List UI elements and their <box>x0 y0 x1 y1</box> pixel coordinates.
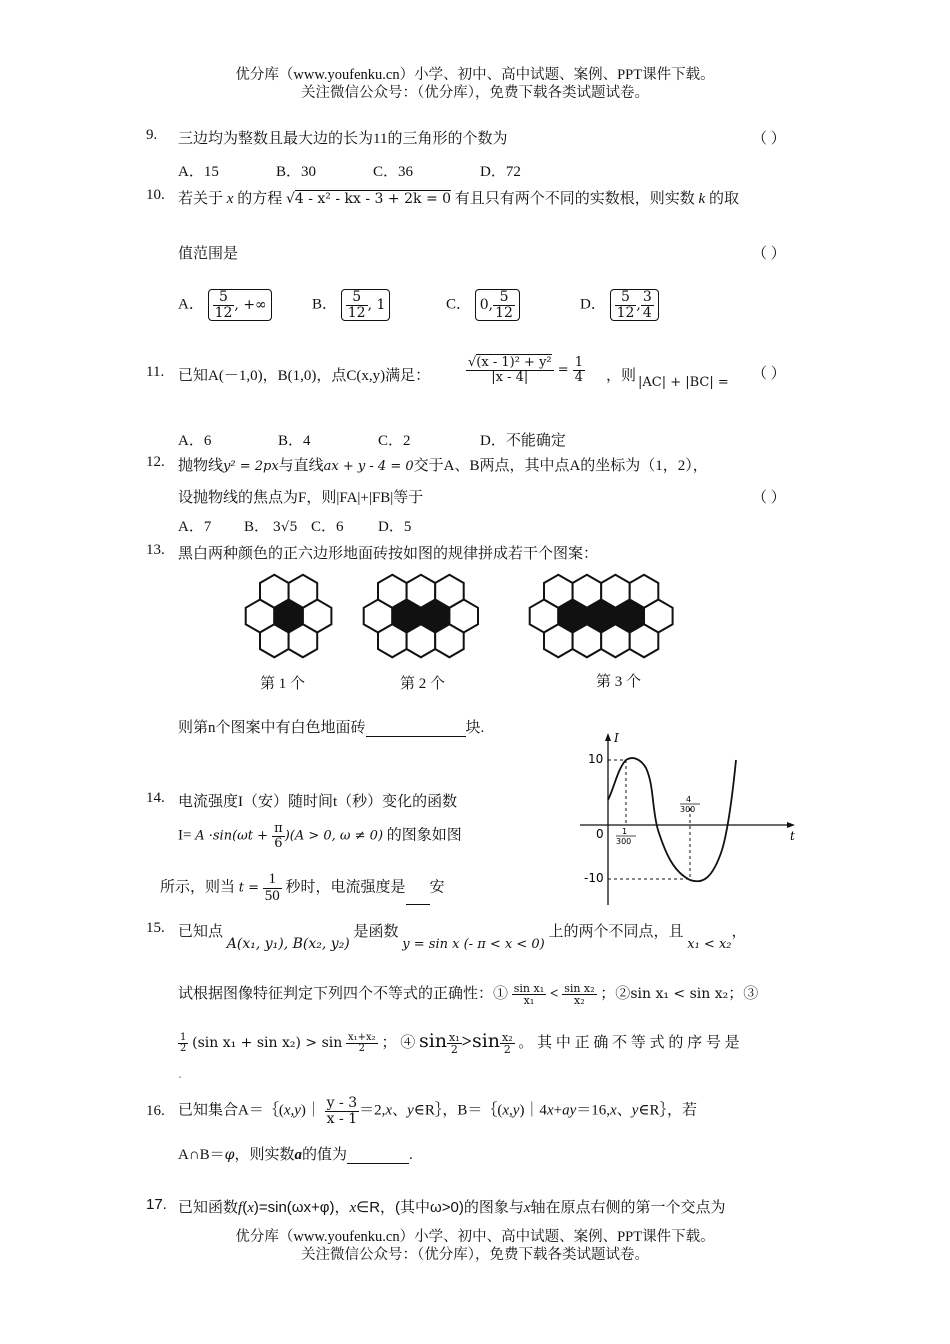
frac-numerator: 5 <box>615 290 637 306</box>
q10-text-1: 若关于 <box>178 191 224 207</box>
q16-text-9: ∈R｝，若 <box>638 1102 697 1119</box>
white-hex-tile <box>573 624 602 657</box>
white-hex-tile <box>289 575 318 608</box>
q11-ratio <box>573 356 585 384</box>
q15-text-4: ， <box>731 924 747 940</box>
q15-points: A(x₁, y₁), B(x₂, y₂) <box>226 936 350 952</box>
q16-var-y-b: y <box>631 1102 639 1119</box>
q16-text-5: ∈R｝，B＝｛( <box>413 1102 503 1119</box>
q10-option-d <box>580 289 659 321</box>
q15-text-3: 上的两个不同点，且 <box>548 924 684 940</box>
q10-var-k: k <box>698 191 706 207</box>
q10-option-c-fraction <box>493 290 515 320</box>
q9-number: 9. <box>146 127 158 143</box>
white-hex-tile <box>260 575 289 608</box>
q16-var-a: a <box>294 1147 302 1163</box>
q15-inequality-2: sin x₁ < sin x₂ <box>630 986 729 1002</box>
q10-option-b-tail: , 1 <box>367 297 386 314</box>
q16-ay: ay <box>562 1102 577 1119</box>
q15-line-2 <box>178 982 758 1007</box>
q10-option-d-interval: $\frac{5}{12}$ , $\frac{3}{4}$ <box>610 289 659 321</box>
q12-text-1: 抛物线 <box>178 458 224 474</box>
q15-inequality-3: (sin x₁ + sin x₂) > sin <box>192 1035 343 1051</box>
q17-text-3: )=sin(ωx+φ)， <box>253 1199 350 1216</box>
q15-sin-a: sin <box>418 1030 448 1052</box>
q10-option-a-interval <box>208 289 272 321</box>
q13-caption-2: 第 2 个 <box>400 676 446 692</box>
q12-line-1 <box>178 454 708 475</box>
white-hex-tile <box>378 575 407 608</box>
q15-half-x2 <box>500 1032 515 1056</box>
q16-sep-a: 、 <box>392 1102 408 1119</box>
q14-line-3-text: 所示，则当 <box>160 879 236 896</box>
frac-denominator: 2 <box>503 1043 511 1057</box>
q15-mid-fraction <box>346 1033 378 1055</box>
frac-denominator: 12 <box>347 304 366 321</box>
q16-number: 16. <box>146 1103 165 1119</box>
q16-var-x-a: x <box>385 1102 393 1119</box>
t1-numerator: 1 <box>622 827 628 836</box>
q14-t-equals: t = <box>238 880 260 896</box>
q15-line-2-text: 试根据图像特征判定下列四个不等式的正确性：① <box>178 986 509 1002</box>
frac-denominator: 2 <box>180 1043 187 1055</box>
q11-fraction-numerator: √(x - 1)² + y² <box>468 355 552 370</box>
q16-line-2-mid: ，则实数 <box>234 1147 295 1163</box>
q15-greater-than: > <box>461 1031 472 1051</box>
y-min-label: -10 <box>584 871 604 885</box>
q11-answer-paren: （ ） <box>752 366 786 382</box>
q15-question-tail: 。 其 中 正 确 不 等 式 的 序 号 是 <box>518 1035 740 1051</box>
q10-text-4: 的取 <box>708 191 739 207</box>
hexagon-tile-figures <box>236 566 726 666</box>
sine-curve <box>608 758 736 881</box>
q14-number: 14. <box>146 790 165 806</box>
t2-numerator: 4 <box>686 795 692 804</box>
white-hex-tile <box>544 624 573 657</box>
q11-then: ，则 <box>606 368 637 384</box>
q9-text: 三边均为整数且最大边的长为11的三角形的个数为 <box>178 131 508 147</box>
frac-denominator: 6 <box>274 835 283 851</box>
q9-answer-paren: （ ） <box>752 131 786 147</box>
q15-trailing-dot: . <box>178 1066 182 1082</box>
frac-numerator: x₁ <box>449 1030 460 1044</box>
q10-option-b <box>312 289 390 321</box>
frac-numerator: 1 <box>263 872 282 889</box>
q13-text: 黑白两种颜色的正六边形地面砖按如图的规律拼成若干个图案： <box>178 546 599 562</box>
white-hex-tile <box>435 575 464 608</box>
q14-line-1: 电流强度I（安）随时间t（秒）变化的函数 <box>178 794 458 810</box>
frac-denominator: x₂ <box>574 994 585 1008</box>
t1-denominator: 300 <box>616 837 632 846</box>
q14-i-equals: I= <box>178 827 192 844</box>
q13-question-tail: 块. <box>465 720 485 736</box>
q14-func-tail: )(A > 0, ω ≠ 0) <box>284 828 384 844</box>
q17-number: 17. <box>146 1196 167 1213</box>
q9-option-b: B．30 <box>276 164 317 180</box>
q15-line-1 <box>178 920 747 952</box>
frac-denominator: 2 <box>450 1043 458 1057</box>
footer-line-2: 关注微信公众号：（优分库），免费下载各类试题试卷。 <box>301 1247 649 1263</box>
q16-fraction <box>325 1096 359 1126</box>
q10-option-d-fraction-1 <box>615 290 637 320</box>
q11-option-a: A．6 <box>178 433 212 449</box>
q11-formula: $\frac{\text{√(x - 1)² + y²}}{|x - 4|}$ = $\frac{1}{4}$ <box>468 355 584 385</box>
q16-var-x-c: x <box>610 1102 617 1119</box>
frac-numerator: 3 <box>642 289 652 305</box>
q10-option-c-label: C． <box>446 296 472 313</box>
white-hex-tile <box>601 575 630 608</box>
q10-answer-paren: （ ） <box>752 246 786 262</box>
q17-text-4: ∈R，(其中ω>0)的图象与 <box>356 1199 524 1216</box>
q15-text-1: 已知点 <box>178 924 224 940</box>
q12-parabola-eq: y² = 2px <box>223 459 279 474</box>
q9-option-a: A．15 <box>178 164 219 180</box>
q17-line-1 <box>178 1196 726 1217</box>
q15-text-2: 是函数 <box>353 924 399 940</box>
frac-numerator: 5 <box>493 290 515 306</box>
frac-denominator: 4 <box>574 369 584 385</box>
q16-line-2-ask: 的值为 <box>302 1147 348 1163</box>
q16-xy-a: x,y <box>283 1102 301 1119</box>
q15-sep-4: ； ④ <box>381 1035 416 1051</box>
q14-answer-blank <box>406 904 430 905</box>
q10-text-2: 的方程 <box>237 191 283 207</box>
q10-equation: √4 - x² - kx - 3 + 2k = 0 <box>285 191 452 207</box>
q10-equation-body: 4 - x² - kx - 3 + 2k = 0 <box>294 191 452 207</box>
q13-caption-3: 第 3 个 <box>596 674 642 690</box>
q12-text-2: 与直线 <box>278 458 324 474</box>
q15-function: y = sin x (- π < x < 0) <box>402 937 545 952</box>
q13-answer-blank <box>366 736 466 737</box>
q11-radicand: (x - 1)² + y² <box>476 355 552 370</box>
q10-text-3: 有且只有两个不同的实数根，则实数 <box>454 191 695 207</box>
footer-line-1: 优分库（www.youfenku.cn）小学、初中、高中试题、案例、PPT课件下载。 <box>235 1229 715 1245</box>
frac-numerator: 1 <box>180 1031 187 1043</box>
white-hex-tile <box>630 624 659 657</box>
frac-numerator: x₂ <box>502 1030 513 1044</box>
q15-number: 15. <box>146 920 165 936</box>
q12-answer-paren: （ ） <box>752 490 786 506</box>
q14-line-3 <box>160 872 445 905</box>
q17-var-x-b: x <box>349 1200 357 1216</box>
white-hex-tile <box>630 575 659 608</box>
q17-text-1: 已知函数 <box>178 1199 239 1216</box>
white-hex-tile <box>601 624 630 657</box>
q11-fraction-denominator: |x - 4| <box>491 369 529 385</box>
q15-less-than: < <box>549 986 559 1002</box>
q16-text-6: )｜4 <box>519 1102 547 1119</box>
q15-condition: x₁ < x₂ <box>687 937 732 952</box>
frac-numerator: x₁+x₂ <box>348 1031 376 1043</box>
q13-question-text: 则第n个图案中有白色地面砖 <box>178 720 366 736</box>
frac-numerator: y - 3 <box>326 1095 358 1111</box>
q15-ratio-1 <box>512 983 546 1007</box>
q16-text-2: )｜ <box>300 1102 321 1119</box>
q10-var-x: x <box>226 191 234 207</box>
q9-option-c: C．36 <box>373 164 414 180</box>
frac-denominator: 4 <box>642 304 652 321</box>
frac-denominator: x - 1 <box>326 1110 358 1127</box>
frac-denominator: 2 <box>358 1043 366 1055</box>
q16-line-2-tail: . <box>409 1147 413 1163</box>
q10-option-c <box>446 289 520 321</box>
q10-option-b-fraction <box>346 290 368 320</box>
q15-half-x1 <box>447 1032 462 1056</box>
q16-line-1 <box>178 1096 697 1126</box>
q14-phase-fraction <box>272 822 285 850</box>
white-hex-tile <box>544 575 573 608</box>
q14-unit: 安 <box>429 879 445 896</box>
q10-option-b-interval <box>341 289 391 321</box>
header-line-2: 关注微信公众号：（优分库），免费下载各类试题试卷。 <box>301 85 649 101</box>
frac-denominator: 12 <box>214 304 233 321</box>
y-max-label: 10 <box>588 752 604 766</box>
y-axis-arrow <box>605 733 611 741</box>
frac-numerator: sin x₁ <box>513 981 545 995</box>
q16-line-2-text: A∩B＝ <box>178 1147 225 1163</box>
white-hex-tile <box>407 575 436 608</box>
q14-func-head: A ·sin(ωt + <box>195 828 273 844</box>
q10-number: 10. <box>146 187 165 203</box>
q16-text-3: ＝2, <box>359 1102 386 1119</box>
q9-option-d: D．72 <box>480 164 521 180</box>
x-axis-arrow <box>787 822 795 828</box>
q12-option-b-label: B． <box>244 519 270 535</box>
q16-text-1: 已知集合A＝｛( <box>178 1102 284 1119</box>
q14-line-2-tail: 的图象如图 <box>386 827 462 844</box>
q16-plus: + <box>553 1102 563 1119</box>
q14-t-fraction <box>263 872 282 905</box>
q11-option-d: D．不能确定 <box>480 433 566 449</box>
q11-text: 已知A(－1,0)，B(1,0)，点C(x,y)满足： <box>178 368 431 384</box>
x-axis-label: t <box>790 829 795 843</box>
q17-var-f: f <box>238 1200 243 1216</box>
white-hex-tile <box>407 624 436 657</box>
q12-number: 12. <box>146 454 165 470</box>
frac-denominator: 50 <box>264 887 280 904</box>
q16-sep-b: 、 <box>616 1102 632 1119</box>
q10-option-c-interval <box>475 289 520 321</box>
q10-option-c-head: 0, <box>479 297 494 314</box>
q17-text-5: 轴在原点右侧的第一个交点为 <box>530 1199 726 1216</box>
q16-var-y-a: y <box>407 1102 414 1119</box>
white-hex-tile <box>435 624 464 657</box>
q16-line-2 <box>178 1143 413 1164</box>
q13-caption-1: 第 1 个 <box>260 676 306 692</box>
q16-xy-b: x,y <box>502 1102 520 1119</box>
q15-half <box>178 1033 188 1055</box>
frac-denominator: 12 <box>616 304 635 321</box>
q10-option-a-fraction <box>213 290 235 320</box>
current-graph <box>570 730 810 910</box>
q11-fraction <box>466 356 554 384</box>
q12-option-a: A．7 <box>178 519 212 535</box>
q10-option-a <box>178 289 272 321</box>
q16-var-x-b: x <box>546 1102 554 1119</box>
q13-question <box>178 716 484 737</box>
q17-var-x-c: x <box>523 1200 531 1216</box>
frac-numerator: sin x₂ <box>564 981 595 995</box>
frac-numerator: 5 <box>213 290 235 306</box>
q11-option-b: B．4 <box>278 433 311 449</box>
q12-option-c: C．6 <box>311 519 344 535</box>
frac-denominator: 12 <box>495 304 513 321</box>
origin-label: 0 <box>596 827 604 841</box>
q10-option-d-fraction-2 <box>641 290 654 320</box>
q16-text-8: ＝16, <box>576 1102 611 1119</box>
q10-option-a-label: A． <box>178 296 204 313</box>
q10-option-d-label: D． <box>580 296 606 313</box>
q12-option-b <box>244 515 298 536</box>
y-axis-label: I <box>614 731 619 745</box>
q17-var-x-a: x <box>247 1200 254 1216</box>
q15-sep-2: ；② <box>600 986 631 1002</box>
q15-line-3 <box>178 1030 740 1056</box>
header-line-1: 优分库（www.youfenku.cn）小学、初中、高中试题、案例、PPT课件下载。 <box>235 67 715 83</box>
q16-empty-set: φ <box>224 1147 235 1163</box>
q14-line-2 <box>178 822 462 850</box>
q12-text-3: 交于A、B两点，其中点A的坐标为（1，2）， <box>413 458 708 474</box>
q15-ratio-2 <box>562 983 596 1007</box>
white-hex-tile <box>573 575 602 608</box>
frac-numerator: 5 <box>346 290 368 306</box>
q10-line-1 <box>178 187 739 208</box>
q15-sep-3: ；③ <box>728 986 759 1002</box>
q12-option-b-value: 3√5 <box>272 520 298 535</box>
t2-denominator: 300 <box>680 805 696 814</box>
white-hex-tile <box>260 624 289 657</box>
q14-line-3-mid: 秒时，电流强度是 <box>285 879 406 896</box>
frac-numerator: π <box>274 821 283 836</box>
q15-sin-b: sin <box>471 1030 501 1052</box>
q11-expression: |AC| + |BC| = <box>638 375 729 390</box>
q12-option-d: D．5 <box>378 519 412 535</box>
frac-denominator: x₁ <box>523 994 535 1008</box>
hexagon-groups <box>246 575 673 658</box>
q11-number: 11. <box>146 364 165 380</box>
q10-line-2: 值范围是 <box>178 246 239 262</box>
q10-option-a-tail: , +∞ <box>234 297 267 314</box>
q12-line-eq: ax + y - 4 = 0 <box>323 459 414 474</box>
white-hex-tile <box>378 624 407 657</box>
q11-option-c: C．2 <box>378 433 411 449</box>
q16-answer-blank <box>347 1163 409 1164</box>
white-hex-tile <box>289 624 318 657</box>
q17-open-paren: ( <box>242 1199 248 1216</box>
frac-numerator: 1 <box>574 355 584 370</box>
q12-line-2: 设抛物线的焦点为F，则|FA|+|FB|等于 <box>178 490 424 506</box>
q13-number: 13. <box>146 542 165 558</box>
q10-option-b-label: B． <box>312 296 338 313</box>
